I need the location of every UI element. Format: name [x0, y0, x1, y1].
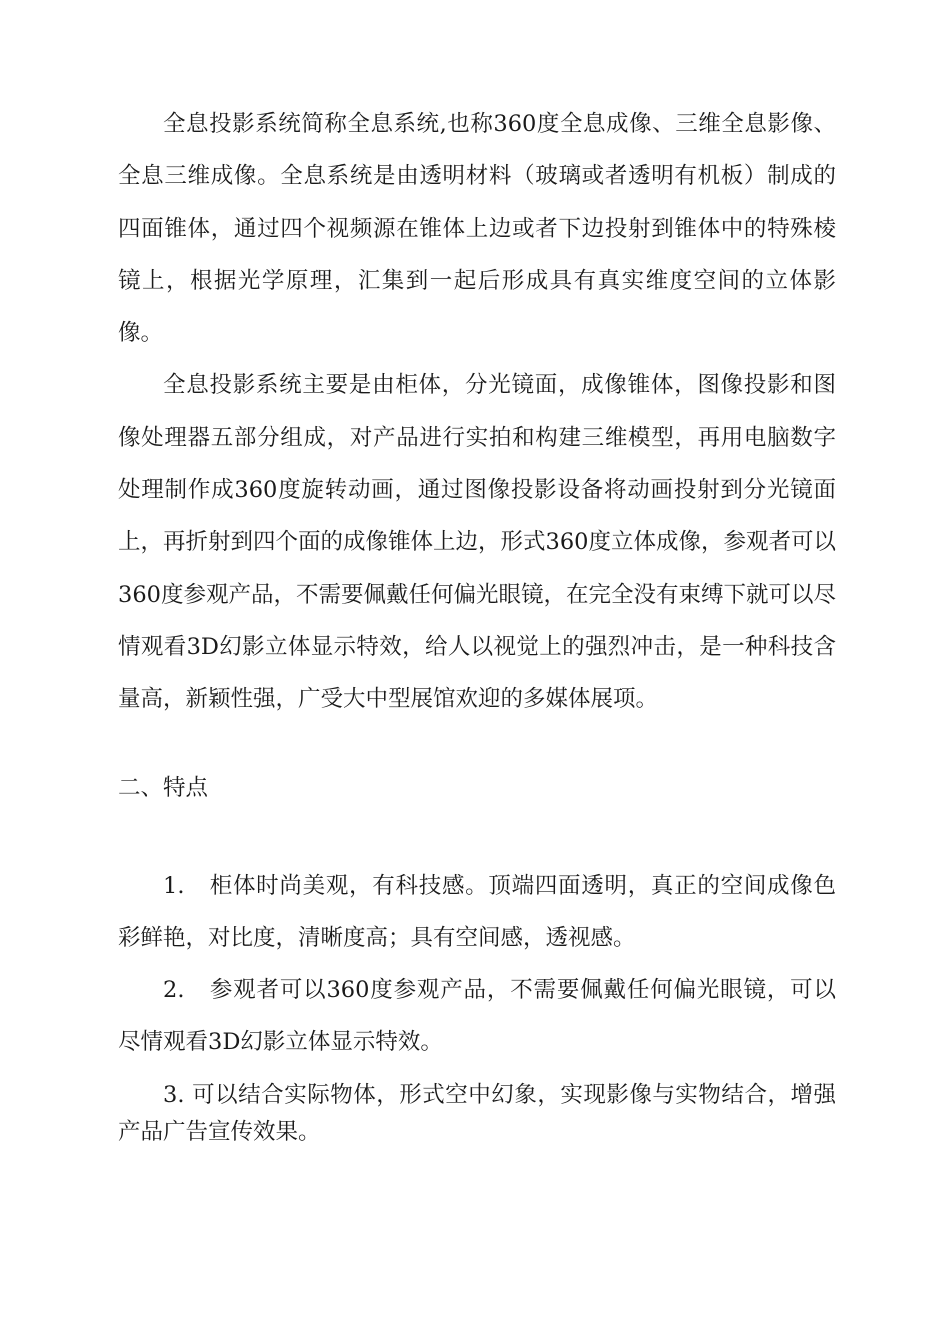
feature-text: 柜体时尚美观，有科技感。顶端四面透明，真正的空间成像色彩鲜艳，对比度，清晰度高；具有空间感，透视感。 — [118, 872, 836, 951]
feature-number: 1. — [163, 872, 185, 899]
feature-number: 3. — [163, 1081, 185, 1108]
feature-item-3 — [118, 1077, 836, 1151]
feature-number: 2. — [163, 977, 185, 1004]
intro-paragraph: 全息投影系统简称全息系统,也称360度全息成像、三维全息影像、全息三维成像。全息系统是由透明材料（玻璃或者透明有机板）制成的四面锥体，通过四个视频源在锥体上边或者下边投射到锥体中的特殊棱镜上，根据光学原理，汇集到一起后形成具有真实维度空间的立体影像。 — [118, 111, 836, 347]
feature-item-2 — [118, 964, 836, 1069]
feature-text: 可以结合实际物体，形式空中幻象，实现影像与实物结合，增强产品广告宣传效果。 — [118, 1081, 836, 1145]
section-heading-features: 二、特点 — [118, 774, 209, 801]
composition-paragraph: 全息投影系统主要是由柜体，分光镜面，成像锥体，图像投影和图像处理器五部分组成，对产品进行实拍和构建三维模型，再用电脑数字处理制作成360度旋转动画，通过图像投影设备将动画投射到分光镜面上，再折射到四个面的成像锥体上边，形式360度立体成像，参观者可以360度参观产品，不需要佩戴任何偏光眼镜，在完全没有束缚下就可以尽情观看3D幻影立体显示特效，给人以视觉上的强烈冲击，是一种科技含量高，新颖性强，广受大中型展馆欢迎的多媒体展项。 — [118, 372, 836, 713]
feature-item-1 — [118, 860, 836, 965]
feature-text: 参观者可以360度参观产品，不需要佩戴任何偏光眼镜，可以尽情观看3D幻影立体显示特效。 — [118, 977, 836, 1056]
document-body — [118, 98, 836, 1151]
